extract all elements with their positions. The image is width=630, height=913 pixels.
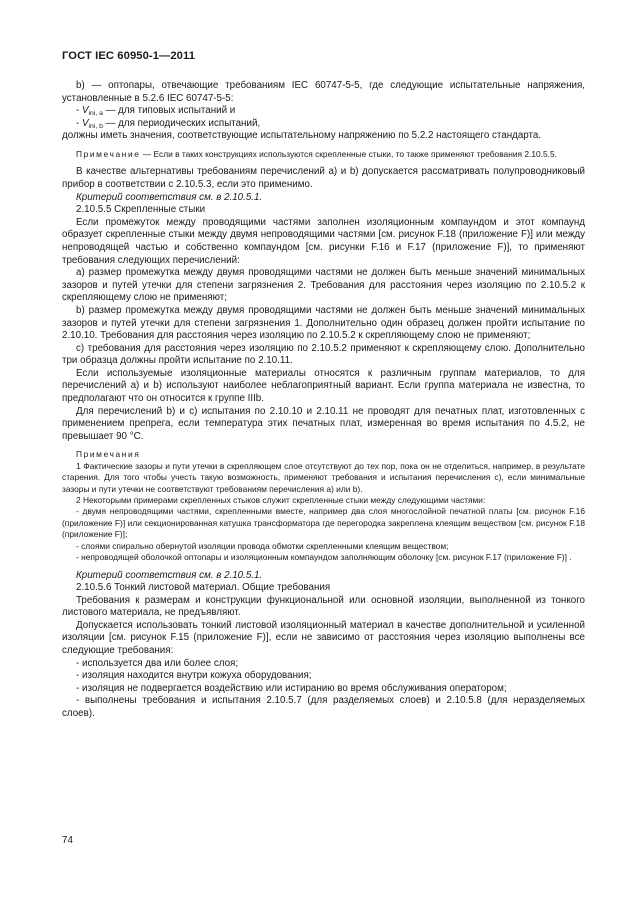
notes-title: Примечания xyxy=(76,449,141,460)
paragraph-thin-sheet: Требования к размерам и конструкции функциональной или основной изоляции, выполненной из тонкого листового материала, не предъявляют. xyxy=(62,594,585,619)
requirement-item: - изоляция находится внутри кожуха оборудования; xyxy=(76,670,312,682)
note-label: Примечание xyxy=(76,148,141,159)
dash: - xyxy=(76,117,82,129)
paragraph-optocouplers: b) — оптопары, отвечающие требованиям IEC 60747-5-5, где следующие испытательные напряжения, установленные в 5.2.6 IEC 60747-5-5: xyxy=(62,80,585,104)
list-item-c: с) требования для расстояния через изоляцию по 2.10.5.2 применяют к скрепляющему слою. Дополнительно три образца должны пройти испытание по 2.10.11. xyxy=(62,342,585,367)
note-2: 2 Некоторыми примерами скрепленных стыков служит скрепленные стыки между следующими частями: xyxy=(76,495,486,506)
section-heading-2-10-5-6: 2.10.5.6 Тонкий листовой материал. Общие требования xyxy=(76,582,331,594)
note-2-item-3: - непроводящей оболочкой оптопары и изоляционным компаундом заполняющим оболочку [см. рисунок F.17 (приложение F)] . xyxy=(76,552,572,563)
page-body xyxy=(62,80,585,721)
dash: - xyxy=(76,105,82,117)
note-2-item-1: - двумя непроводящими частями, скрепленными вместе, например два слоя многослойной печатной платы [см. рисунок F.16 (приложение F)] или секционированная катушка трансформатора где перегородка закреплена клеящим веществом [см. рисунок F.18 (приложение F)]; xyxy=(62,506,585,540)
v-subscript-b: ini, b xyxy=(88,122,103,130)
section-heading-2-10-5-5: 2.10.5.5 Скрепленные стыки xyxy=(76,204,206,216)
paragraph-alternative: В качестве альтернативы требованиям перечислений а) и b) допускается рассматривать полупроводниковый прибор в соответствии с 2.10.5.3, если это применимо. xyxy=(62,166,585,190)
v-symbol: V xyxy=(81,117,89,129)
note-text: — Если в таких конструкциях используются скрепленные стыки, то также применяют требования 2.10.5.5. xyxy=(140,148,557,159)
requirement-item: - используется два или более слоя; xyxy=(76,657,239,669)
page-header-standard-id: ГОСТ IEC 60950-1—2011 xyxy=(62,50,196,62)
list-item-test-voltage-b xyxy=(62,118,585,131)
note-1: 1 Фактические зазоры и пути утечки в скрепляющем слое отсутствуют до тех пор, пока он не отделиться, например, в результате старения. Для того чтобы учесть такую возможность, применяют требования и испытания перечисления с), если минимальные зазоры и пути утечки не соответствуют требованиям перечисления а) или b). xyxy=(62,460,585,494)
note-2-item-2: - слоями спирально обернутой изоляции провода обмотки скрепленными клеящим веществом; xyxy=(76,540,449,551)
item-a-text: — для типовых испытаний и xyxy=(102,105,236,117)
requirement-item: - выполнены требования и испытания 2.10.5.7 (для разделяемых слоев) и 2.10.5.8 (для неразделяемых слоев). xyxy=(62,695,585,720)
paragraph-thin-sheet-supplementary: Допускается использовать тонкий листовой изоляционный материал в качестве дополнительной и усиленной изоляции [см. рисунок F.15 (приложение F)], если не зависимо от расстояния через изоляцию выполнены все следующие требования: xyxy=(62,619,585,657)
note-bonded-joints xyxy=(62,149,585,160)
list-item-test-voltage-a xyxy=(62,105,585,118)
page-number: 74 xyxy=(62,835,73,846)
compliance-criterion: Критерий соответствия см. в 2.10.5.1. xyxy=(76,191,263,203)
compliance-criterion-2: Критерий соответствия см. в 2.10.5.1. xyxy=(76,569,263,581)
paragraph-material-groups: Если используемые изоляционные материалы относятся к различным группам материалов, то для перечислений а) и b) используют наиболее неблагоприятный вариант. Если группа материала не известна, то предполагают что он относится к группе IIIb. xyxy=(62,367,585,405)
requirement-item: - изоляция не подвергается воздействию или истиранию во время обслуживания оператором; xyxy=(76,682,507,694)
item-b-text: — для периодических испытаний, xyxy=(102,117,261,129)
list-item-b: b) размер промежутка между двумя проводящими частями не должен быть меньше значений минимальных зазоров и путей утечки для степени загрязнения 1. Дополнительно один образец должен пройти испытание по 2.10.10. Требования для расстояния через изоляцию по 2.10.5.2 к скрепляющему слою не применяют; xyxy=(62,304,585,342)
paragraph-printed-boards: Для перечислений b) и с) испытания по 2.10.10 и 2.10.11 не проводят для печатных плат, изготовленных с применением препрега, если температура этих печатных плат, измеренная во время испытания по 4.5.2, не превышает 90 °С. xyxy=(62,405,585,442)
paragraph-test-voltage-values: должны иметь значения, соответствующие испытательному напряжению по 5.2.2 настоящего стандарта. xyxy=(62,130,542,142)
paragraph-compound-gap: Если промежуток между проводящими частями заполнен изоляционным компаундом и этот компаунд образует скрепленные стыки между двумя непроводящими частями [см. рисунок F.18 (приложение F)] или между непроводящей частью и собственно компаундом [см. рисунки F.16 и F.17 (приложение F)], то применяют требования следующих перечислений: xyxy=(62,216,585,266)
v-subscript-a: ini, a xyxy=(88,110,103,118)
v-symbol: V xyxy=(81,105,89,117)
list-item-a: а) размер промежутка между двумя проводящими частями не должен быть меньше значений минимальных зазоров и путей утечки для степени загрязнения 2. Требования для расстояния через изоляцию по 2.10.5.2 к скрепляющему слою не применяют; xyxy=(62,267,585,304)
